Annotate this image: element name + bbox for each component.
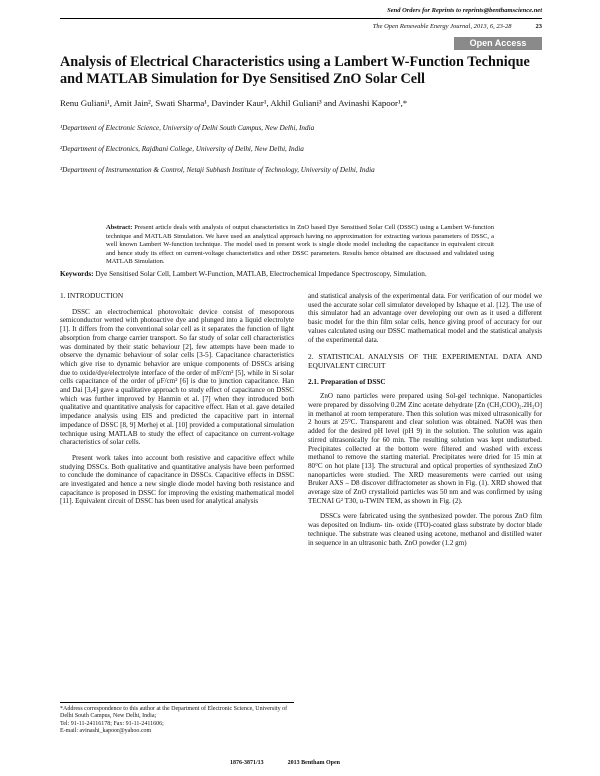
open-access-badge: Open Access bbox=[454, 37, 542, 50]
intro-paragraph-2: Present work takes into account both resistive and capacitive effect while studying DSSCs. Both qualitative and quantitative analysis have been performed to conclude the dominance of capacitance in DSSCs. Capacitive effects in DSSC are investigated and hence a new single diode model having both resistance and capacitance is proposed in DSSC for improving the existing mathematical model [11]. Equivalent circuit of DSSC has been used for analytical analysis bbox=[60, 453, 294, 506]
affiliation-2: ²Department of Electronics, Rajdhani College, University of Delhi, New Delhi, India bbox=[60, 145, 304, 153]
footnote-email: E-mail: avinashi_kapoor@yahoo.com bbox=[60, 727, 152, 734]
reprints-notice: Send Orders for Reprints to reprints@benthamscience.net bbox=[387, 7, 542, 14]
abstract-label: Abstract: bbox=[106, 224, 133, 231]
author-list: Renu Guliani¹, Amit Jain², Swati Sharma¹, Davinder Kaur¹, Akhil Guliani³ and Avinashi Kapoor¹,* bbox=[60, 98, 408, 108]
keywords-label: Keywords: bbox=[60, 270, 94, 278]
right-column bbox=[308, 292, 542, 554]
page-number: 23 bbox=[535, 23, 542, 30]
subsection-heading-preparation: 2.1. Preparation of DSSC bbox=[308, 377, 386, 386]
footer-issn: 1876-3871/13 bbox=[230, 760, 264, 766]
journal-citation bbox=[373, 23, 542, 30]
section-heading-introduction: 1. INTRODUCTION bbox=[60, 291, 124, 300]
abstract-text: Present article deals with analysis of output characteristics in ZnO based Dye Sensitised Solar Cell (DSSC) using a Lambert W-function technique and MATLAB Simulation. We have used an analytical approach having no approximation for extracting various parameters of DSSC, a well known Lambert W-function technique. The model used in present work is single diode model including the capacitance in equivalent circuit and hence study its effect on current-voltage characteristics and other DSSC parameters. Results hence obtained are discussed and validated using MATLAB Simulation. bbox=[106, 224, 494, 266]
preparation-paragraph-1: ZnO nano particles were prepared using Sol-gel technique. Nanoparticles were prepared by dissolving 0.2M Zinc acetate dehydrate [Zn (CH₃COO)₂.2H₂O] in methanol at room temperature. Then this solution was mixed ultrasonically for 2 hours at 25°C. Transparent and clear solution was obtained. NaOH was then added for the desired pH level (pH 9) in the solution. The solution was again stirred ultrasonically for 60 min. The resulting solution was kept undisturbed. Precipitates collected at the bottom were filtered and washed with excess methanol to remove the starting material. Precipitates were dried for 15 min at 80°C on hot plate [13]. The structural and optical properties of synthesized ZnO nanoparticles were studied. The XRD measurements were carried out using Bruker AXS – D8 discover diffractometer as shown in Fig. (1). XRD showed that average size of ZnO crystalloid particles was 50 nm and was confirmed by using TECNAI G² T30, u-TWIN TEM, as shown in Fig. (2). bbox=[308, 392, 542, 505]
paper-title: Analysis of Electrical Characteristics using a Lambert W-Function Technique and MATLAB Simulation for Dye Sensitised ZnO Solar Cell bbox=[60, 54, 530, 87]
intro-paragraph-1: DSSC an electrochemical photovoltaic device consist of mesoporous semiconductor wetted with photoactive dye and plunged into a liquid electrolyte [1]. It differs from the conventional solar cell as it separates the function of light absorption from charge carrier transport. So far study of solar cell characteristics was dominated by their static behaviour [2], few attempts have been made to observe the dynamic behaviour of solar cells [3-5]. Capacitance characteristics which give rise to dynamic behavior are unique components of DSSCs arising due to oxide/dye/electrolyte interface of the order of mF/cm² [5], while in Si solar cells capacitance of the order of μF/cm² [6] is due to junction capacitance. Han and Dai [3,4] gave a qualitative approach to study effect of capacitance on DSSC which was further improved by Hanmin et al. [7] when they introduced both qualitative and quantitative analysis for capacitive effect. Han et al. gave detailed impedance analysis using EIS and predicted the capacitive part in internal impedance of DSSC [8, 9] Merhej et al. [10] provided a computational simulation technique using MATLAB to study the effect of capacitance on current-voltage characteristics of solar cells. bbox=[60, 307, 294, 447]
page-footer bbox=[230, 760, 340, 766]
preparation-paragraph-2: DSSCs were fabricated using the synthesized powder. The porous ZnO film was deposited on Indium- tin- oxide (ITO)-coated glass substrate by doctor blade technique. The substrate was cleaned using acetone, methanol and distilled water in sequence in an ultrasonic bath. ZnO powder (1.2 gm) bbox=[308, 512, 542, 547]
footer-publisher: 2013 Bentham Open bbox=[287, 760, 341, 766]
intro-paragraph-continued: and statistical analysis of the experimental data. For verification of our model we used the accurate solar cell simulator developed by Ishaque et al. [12]. The use of this simulator had an advantage over developing our own as it used a different basic model for the thin film solar cells, hence giving proof of accuracy for our values calculated using our DSSC mathematical model and the statistical analysis of the experimental data. bbox=[308, 292, 542, 344]
footnote-phone: Tel: 91-11-24116178; Fax: 91-11-2411606; bbox=[60, 720, 164, 727]
section-heading-statistical-analysis: 2. STATISTICAL ANALYSIS OF THE EXPERIMENTAL DATA AND EQUIVALENT CIRCUIT bbox=[308, 352, 542, 370]
affiliation-3: ³Department of Instrumentation & Control, Netaji Subhash Institute of Technology, University of Delhi, India bbox=[60, 166, 375, 174]
header-rule bbox=[60, 18, 542, 19]
journal-name: The Open Renewable Energy Journal, 2013, 6, 23-28 bbox=[372, 23, 512, 30]
abstract bbox=[106, 224, 494, 267]
left-column bbox=[60, 292, 294, 513]
correspondence-footnote bbox=[60, 702, 294, 735]
affiliation-1: ¹Department of Electronic Science, University of Delhi South Campus, New Delhi, India bbox=[60, 124, 315, 132]
footnote-address: *Address correspondence to this author at the Department of Electronic Science, University of Delhi South Campus, New Delhi, India; bbox=[60, 706, 288, 720]
keywords bbox=[60, 270, 542, 278]
keywords-text: Dye Sensitised Solar Cell, Lambert W-Function, MATLAB, Electrochemical Impedance Spectroscopy, Simulation. bbox=[93, 270, 427, 278]
